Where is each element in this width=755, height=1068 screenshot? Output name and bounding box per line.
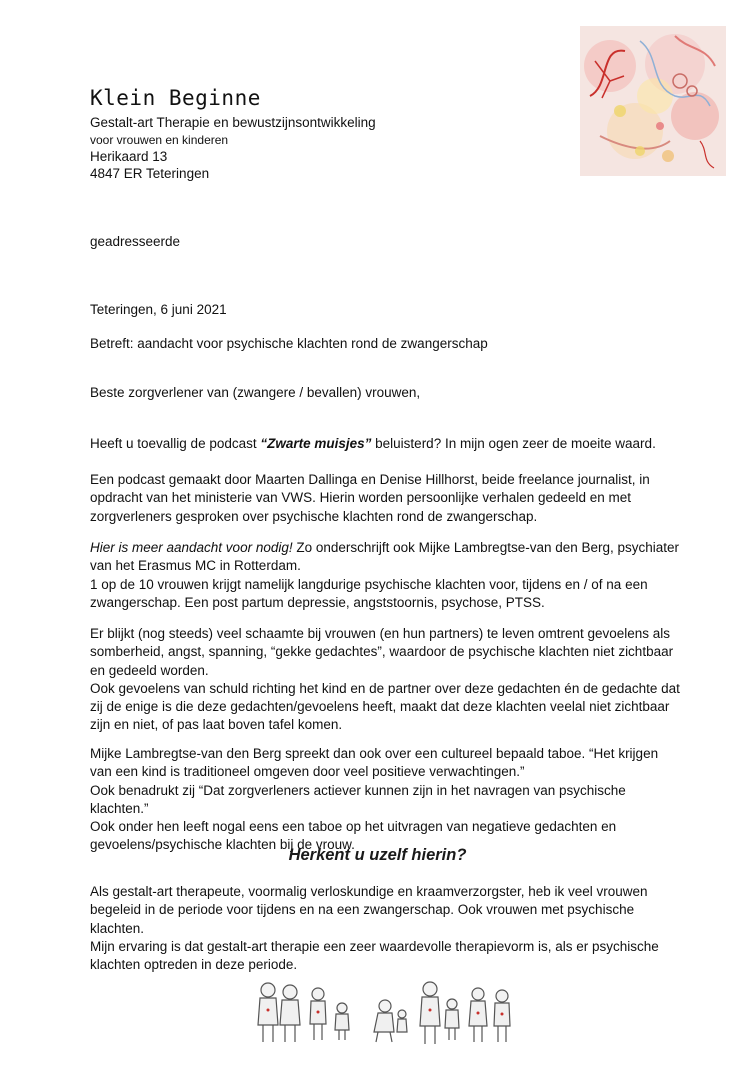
p3-line2: 1 op de 10 vrouwen krijgt namelijk langdurige psychische klachten voor, tijdens en / of na een zwangerschap. Een post partum depressie, angststoornis, psychose, PTSS. <box>90 576 648 610</box>
paragraph-therapy <box>90 883 680 974</box>
p6-line2: Mijn ervaring is dat gestalt-art therapie een zeer waardevolle therapievorm is, als er psychische klachten optreden in deze periode. <box>90 938 659 973</box>
p3-rest: Zo onderschrijft ook Mijke Lambregtse-van den Berg, psychiater van het Erasmus MC in Rotterdam. <box>90 540 680 574</box>
p1-text-a: Heeft u toevallig de podcast <box>90 436 261 451</box>
p5-line3: Ook onder hen leeft nogal eens een taboe op het uitvragen van negatieve gedachten en gevoelens/psychische klachten bij de vrouw. <box>90 819 617 853</box>
p5-line2: Ook benadrukt zij “Dat zorgverleners actiever kunnen zijn in het navragen van psychische klachten.” <box>90 782 626 816</box>
place-date: Teteringen, 6 juni 2021 <box>90 302 227 317</box>
p4-line2: Ook gevoelens van schuld richting het kind en de partner over deze gedachten én de gedachte dat zij de enige is die deze gedachten/gevoelens heeft, maakt dat deze klachten veelal niet zichtbaar zijn en niet, of pas laat boven tafel komen. <box>90 680 680 733</box>
p4-line1: Er blijkt (nog steeds) veel schaamte bij vrouwen (en hun partners) te leven omtrent gevoelens als somberheid, angst, spanning, “gekke gedachtes”, waardoor de psychische klachten niet zichtbaar en gedeeld worden. <box>90 626 674 678</box>
p1-text-b: beluisterd? In mijn ogen zeer de moeite waard. <box>371 436 656 451</box>
subtagline: voor vrouwen en kinderen <box>90 133 229 147</box>
p5-line1: Mijke Lambregtse-van den Berg spreekt dan ook over een cultureel bepaald taboe. “Het krijgen van een kind is traditioneel omgeven door veel positieve verwachtingen.” <box>90 746 659 780</box>
watercolor-artwork <box>580 26 726 176</box>
paragraph-attention <box>90 539 680 612</box>
paragraph-shame <box>90 625 680 735</box>
brand-name: Klein Beginne <box>90 86 261 110</box>
p3-italic: Hier is meer aandacht voor nodig! <box>90 540 293 555</box>
address-street: Herikaard 13 <box>90 149 168 164</box>
tagline: Gestalt-art Therapie en bewustzijnsontwikkeling <box>90 115 376 130</box>
paragraph-podcast-makers: Een podcast gemaakt door Maarten Dallinga en Denise Hillhorst, beide freelance journalist, in opdracht van het ministerie van VWS. Hierin worden persoonlijke verhalen gedeeld en met zorgverleners gesproken over psychische klachten rond de zwangerschap. <box>90 472 650 524</box>
podcast-title: “Zwarte muisjes” <box>260 436 372 451</box>
paragraph-podcast <box>90 435 680 453</box>
salutation: Beste zorgverlener van (zwangere / bevallen) vrouwen, <box>90 385 421 400</box>
addressee: geadresseerde <box>90 234 181 249</box>
p6-line1: Als gestalt-art therapeute, voormalig verloskundige en kraamverzorgster, heb ik veel vrouwen begeleid in de periode voor tijdens en na een zwangerschap. Ook vrouwen met psychische klachten. <box>90 884 648 936</box>
address-city: 4847 ER Teteringen <box>90 166 210 181</box>
paragraph-taboo <box>90 745 680 855</box>
family-figures-drawing <box>250 980 515 1050</box>
section-heading: Herkent u uzelf hierin? <box>288 846 467 864</box>
subject-line: Betreft: aandacht voor psychische klachten rond de zwangerschap <box>90 336 488 351</box>
